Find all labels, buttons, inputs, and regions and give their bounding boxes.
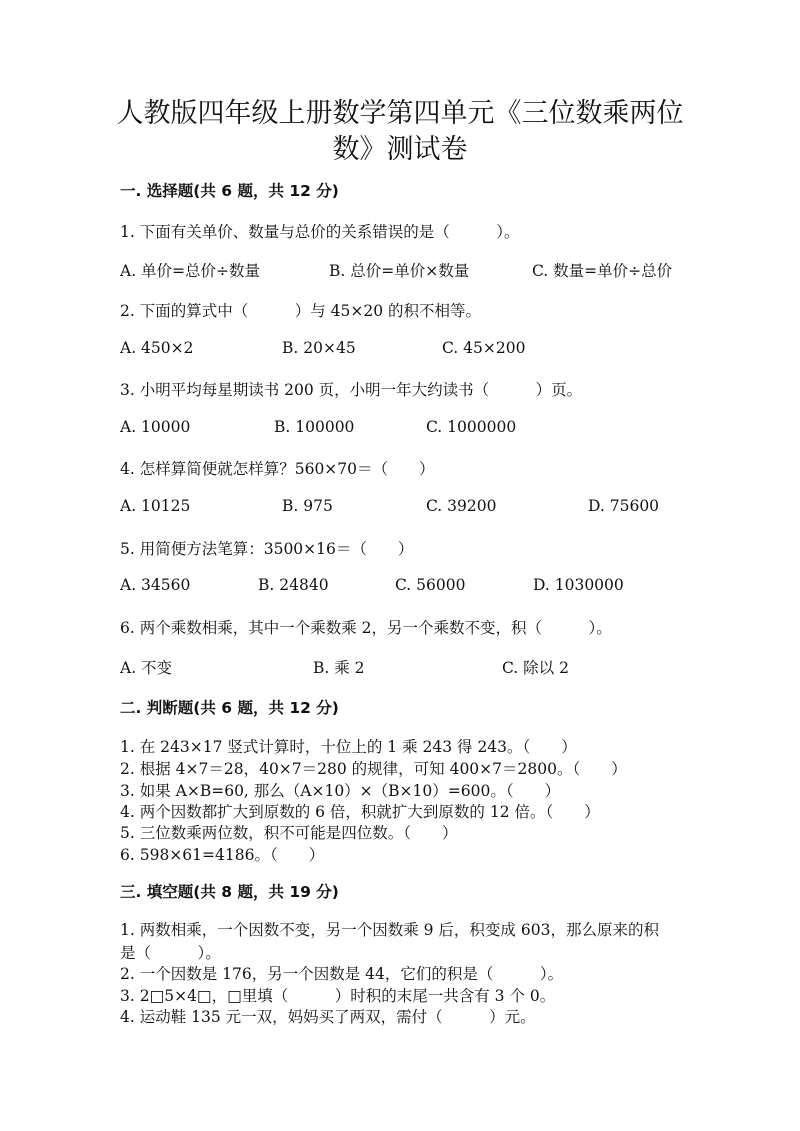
q5-option-b: B. 24840 xyxy=(258,576,329,594)
question-5: 5. 用简便方法笔算：3500×16＝（ ） xyxy=(120,540,414,558)
judgment-item-3: 3. 如果 A×B=60, 那么（A×10）×（B×10）=600。（ ） xyxy=(120,782,561,800)
section-heading-choice: 一. 选择题(共 6 题，共 12 分) xyxy=(120,182,339,200)
judgment-item-2: 2. 根据 4×7＝28，40×7＝280 的规律，可知 400×7＝2800。（ ） xyxy=(120,760,627,778)
q6-option-c: C. 除以 2 xyxy=(502,659,569,677)
question-1: 1. 下面有关单价、数量与总价的关系错误的是（ ）。 xyxy=(120,223,520,241)
judgment-item-1: 1. 在 243×17 竖式计算时，十位上的 1 乘 243 得 243。（ ） xyxy=(120,738,577,756)
page-title-line-1: 人教版四年级上册数学第四单元《三位数乘两位 xyxy=(116,98,684,129)
q1-option-a: A. 单价=总价÷数量 xyxy=(120,262,261,280)
q3-option-b: B. 100000 xyxy=(274,418,355,436)
question-2: 2. 下面的算式中（ ）与 45×20 的积不相等。 xyxy=(120,302,482,320)
question-3: 3. 小明平均每星期读书 200 页，小明一年大约读书（ ）页。 xyxy=(120,381,583,399)
q2-option-a: A. 450×2 xyxy=(120,339,194,357)
section-heading-judgment: 二. 判断题(共 6 题，共 12 分) xyxy=(120,699,339,717)
judgment-item-6: 6. 598×61=4186。（ ） xyxy=(120,846,325,864)
question-6: 6. 两个乘数相乘，其中一个乘数乘 2，另一个乘数不变，积（ ）。 xyxy=(120,619,612,637)
q5-option-d: D. 1030000 xyxy=(533,576,624,594)
question-4: 4. 怎样算简便就怎样算？560×70＝（ ） xyxy=(120,460,435,478)
q4-option-c: C. 39200 xyxy=(426,497,497,515)
q2-option-b: B. 20×45 xyxy=(282,339,356,357)
q1-option-b: B. 总价=单价×数量 xyxy=(329,262,470,280)
q2-option-c: C. 45×200 xyxy=(442,339,526,357)
q4-option-b: B. 975 xyxy=(282,497,333,515)
fill-item-1-continued: 是（ ）。 xyxy=(120,944,221,962)
q5-option-a: A. 34560 xyxy=(120,576,191,594)
q6-option-b: B. 乘 2 xyxy=(313,659,365,677)
fill-item-2: 2. 一个因数是 176，另一个因数是 44，它们的积是（ ）。 xyxy=(120,965,564,983)
q4-option-a: A. 10125 xyxy=(120,497,191,515)
q3-option-c: C. 1000000 xyxy=(426,418,517,436)
q4-option-d: D. 75600 xyxy=(588,497,660,515)
q1-option-c: C. 数量=单价÷总价 xyxy=(532,262,673,280)
q3-option-a: A. 10000 xyxy=(120,418,191,436)
judgment-item-4: 4. 两个因数都扩大到原数的 6 倍，积就扩大到原数的 12 倍。（ ） xyxy=(120,803,600,821)
fill-item-4: 4. 运动鞋 135 元一双，妈妈买了两双，需付（ ）元。 xyxy=(120,1008,536,1026)
judgment-item-5: 5. 三位数乘两位数，积不可能是四位数。（ ） xyxy=(120,824,458,842)
q5-option-c: C. 56000 xyxy=(395,576,466,594)
section-heading-fill-blank: 三. 填空题(共 8 题，共 19 分) xyxy=(120,883,339,901)
fill-item-3: 3. 2□5×4□，□里填（ ）时积的末尾一共含有 3 个 0。 xyxy=(120,987,556,1005)
page-title-line-2: 数》测试卷 xyxy=(332,134,468,165)
fill-item-1: 1. 两数相乘，一个因数不变，另一个因数乘 9 后，积变成 603，那么原来的积 xyxy=(120,921,659,939)
q6-option-a: A. 不变 xyxy=(120,659,173,677)
